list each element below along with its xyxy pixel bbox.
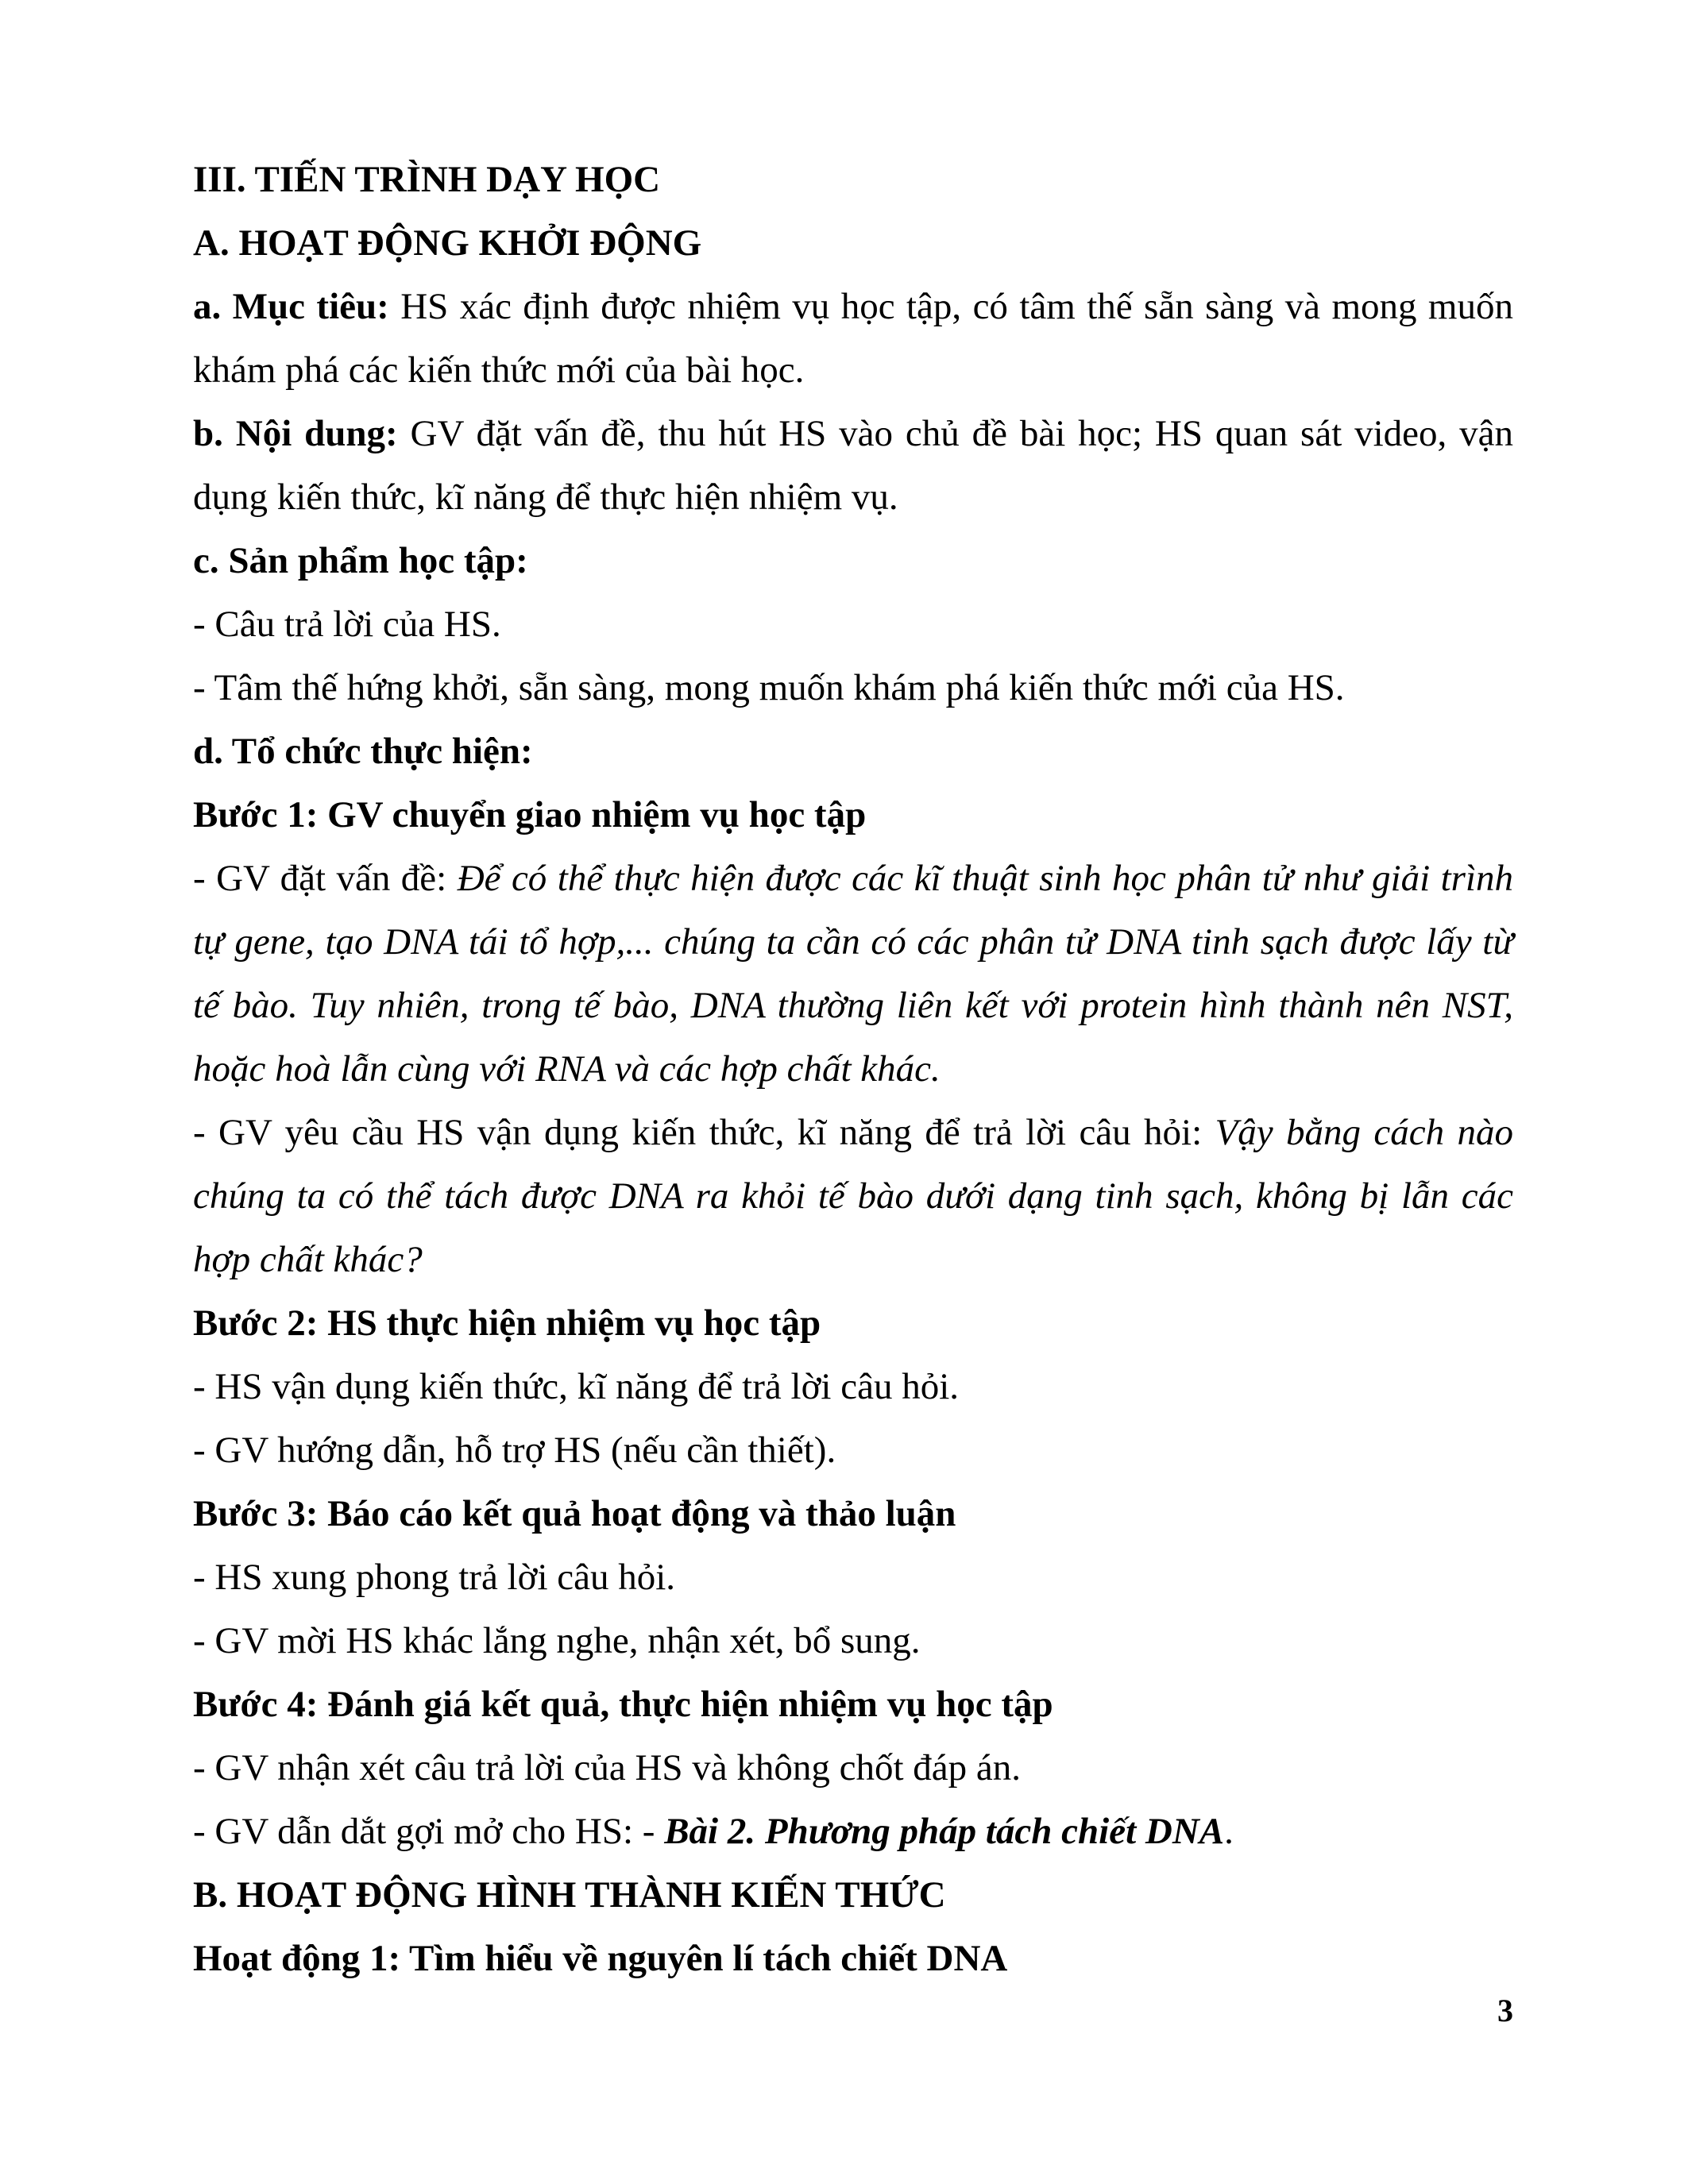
objective-label: a. Mục tiêu: bbox=[193, 286, 389, 327]
list-item: - Tâm thế hứng khởi, sẵn sàng, mong muốn khám phá kiến thức mới của HS. bbox=[193, 667, 1345, 708]
step1-p1-quote: Để có thể thực hiện được các kĩ thuật sinh học phân tử như giải trình tự gene, tạo DNA tái tổ hợp,... chúng ta cần có các phân tử DNA tinh sạch được lấy từ tế bào. Tuy nhiên, trong tế bào, DNA thường liên kết với protein hình thành nên NST, hoặc hoà lẫn cùng với RNA và các hợp chất khác. bbox=[193, 858, 1514, 1090]
list-item: - HS xung phong trả lời câu hỏi. bbox=[193, 1557, 676, 1598]
step4-item-2 bbox=[193, 1800, 1513, 1863]
page-number: 3 bbox=[1497, 1993, 1513, 2028]
list-item: - GV mời HS khác lắng nghe, nhận xét, bổ sung. bbox=[193, 1620, 921, 1661]
step2-title: Bước 2: HS thực hiện nhiệm vụ học tập bbox=[193, 1302, 821, 1344]
content-label: b. Nội dung: bbox=[193, 413, 398, 454]
lesson-title: Bài 2. Phương pháp tách chiết DNA bbox=[664, 1811, 1225, 1852]
heading-main: III. TIẾN TRÌNH DẠY HỌC bbox=[193, 159, 661, 200]
step1-p2-lead: - GV yêu cầu HS vận dụng kiến thức, kĩ năng để trả lời câu hỏi: bbox=[193, 1112, 1215, 1153]
list-item: - GV hướng dẫn, hỗ trợ HS (nếu cần thiết). bbox=[193, 1430, 836, 1471]
step4-item2-tail: . bbox=[1224, 1811, 1234, 1852]
step1-paragraph-1 bbox=[193, 847, 1513, 1101]
step3-title: Bước 3: Báo cáo kết quả hoạt động và thảo luận bbox=[193, 1493, 956, 1534]
objective-text: HS xác định được nhiệm vụ học tập, có tâm thế sẵn sàng và mong muốn khám phá các kiến thức mới của bài học. bbox=[193, 286, 1513, 391]
objective-paragraph bbox=[193, 275, 1513, 402]
organize-label: d. Tổ chức thực hiện: bbox=[193, 731, 533, 772]
list-item: - GV nhận xét câu trả lời của HS và không chốt đáp án. bbox=[193, 1747, 1022, 1788]
list-item: - Câu trả lời của HS. bbox=[193, 604, 501, 645]
document-page bbox=[193, 148, 1513, 1990]
step1-p1-lead: - GV đặt vấn đề: bbox=[193, 858, 458, 899]
content-paragraph bbox=[193, 402, 1513, 529]
activity1-heading: Hoạt động 1: Tìm hiểu về nguyên lí tách chiết DNA bbox=[193, 1938, 1008, 1979]
list-item: - HS vận dụng kiến thức, kĩ năng để trả lời câu hỏi. bbox=[193, 1366, 960, 1407]
step4-item2-lead: - GV dẫn dắt gợi mở cho HS: - bbox=[193, 1811, 665, 1852]
content-text: GV đặt vấn đề, thu hút HS vào chủ đề bài học; HS quan sát video, vận dụng kiến thức, kĩ năng để thực hiện nhiệm vụ. bbox=[193, 413, 1513, 518]
product-label: c. Sản phẩm học tập: bbox=[193, 540, 528, 581]
step4-title: Bước 4: Đánh giá kết quả, thực hiện nhiệm vụ học tập bbox=[193, 1684, 1053, 1725]
section-a-heading: A. HOẠT ĐỘNG KHỞI ĐỘNG bbox=[193, 222, 702, 264]
section-b-heading: B. HOẠT ĐỘNG HÌNH THÀNH KIẾN THỨC bbox=[193, 1874, 946, 1916]
step1-title: Bước 1: GV chuyển giao nhiệm vụ học tập bbox=[193, 794, 867, 835]
step1-p2-question: Vậy bằng cách nào chúng ta có thể tách được DNA ra khỏi tế bào dưới dạng tinh sạch, không bị lẫn các hợp chất khác? bbox=[193, 1112, 1514, 1280]
step1-paragraph-2 bbox=[193, 1101, 1513, 1291]
